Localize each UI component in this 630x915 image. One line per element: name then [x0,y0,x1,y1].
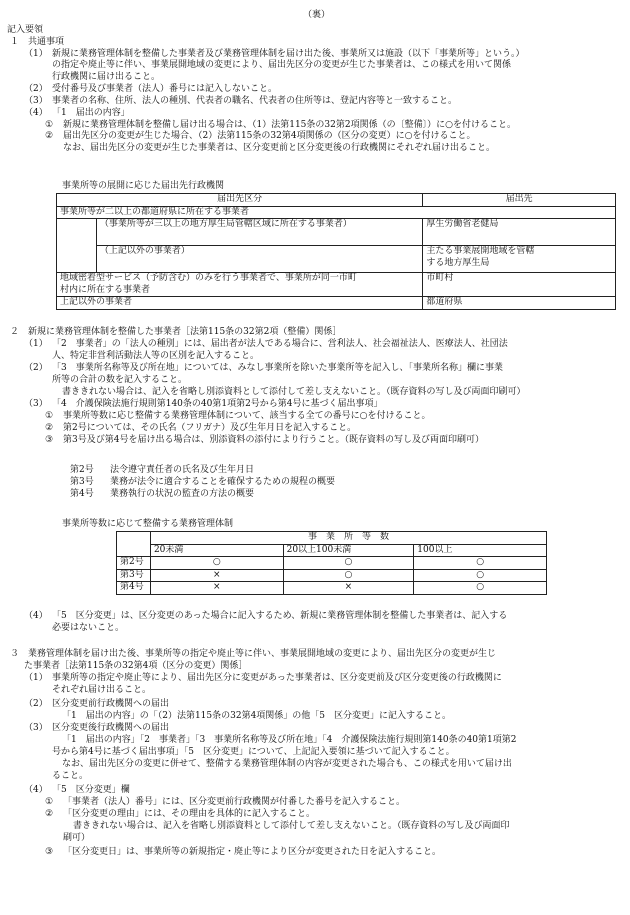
dest-table-header-category: 届出先区分 [57,194,423,207]
s3-p3-line3: 号から第4号に基づく届出事項」「5 区分変更」について、上記記入要領に基づいて記入すること。 [52,747,455,757]
s2-p3c: 第3号及び第4号を届け出る場合は、別添資料の添付により行うこと。（既存資料の写し及び両面印刷可） [63,435,484,445]
s2-p2-line3: 書ききれない場合は、記入を省略し別添資料として添付して差し支えないこと。（既存資料の写し及び両面印刷可） [62,387,526,397]
s3-p2-line1: 区分変更前行政機関への届出 [52,699,170,709]
s1-table-caption: 事業所等の展開に応じた届出先行政機関 [62,181,225,191]
section-3-heading-line1: ３ 業務管理体制を届け出た後、事業所等の指定や廃止等に伴い、事業展開地域の変更により、届出先区分の変更が生じ [10,649,497,659]
s1-p4: 「1 届出の内容」 [52,108,130,118]
s1-p4c: なお、届出先区分の変更が生じた事業者は、区分変更前と区分変更後の行政機関にそれぞれ届け出ること。 [63,143,496,153]
s1-p3: 事業者の名称、住所、法人の種別、代表者の職名、代表者の住所等は、登記内容等と一致すること。 [52,96,458,106]
system-table-cell: × [150,569,283,582]
s1-p4a-num: ① [45,120,54,130]
s2-p1-num: （1） [24,339,48,349]
system-table-col-1: 20未満 [150,544,283,557]
s2-item-2-no: 第2号 [70,465,94,475]
document-title: 記入要領 [7,25,44,35]
system-table-cell: × [150,582,283,595]
s1-p3-num: （3） [24,96,48,106]
s2-table-caption: 事業所等数に応じて整備する業務管理体制 [62,519,234,529]
s3-p3-line5: ること。 [52,771,89,781]
system-table-cell: ○ [283,557,414,570]
s2-p3: 「4 介護保険法施行規則第140条の40第1項第2号から第4号に基づく届出事項」 [52,399,383,409]
s2-item-3-no: 第3号 [70,477,94,487]
s2-p4-line2: 必要はないこと。 [52,623,125,633]
s3-p4b-line2: 書ききれない場合は、記入を省略し別添資料として添付して差し支えないこと。（既存資料の写し及び両面印 [73,821,510,831]
dest-table-row4-destination: 市町村 [423,273,616,297]
section-3-heading-line2: た事業者［法第115条の32第4項（区分の変更）関係］ [24,661,248,671]
s1-p2-num: （2） [24,84,48,94]
s3-p4-num: （4） [24,785,48,795]
s1-p4a: 新規に業務管理体制を整備し届け出る場合は、（1）法第115条の32第2項関係（の〔整備〕）に○を付けること。 [63,120,516,130]
s3-p3-line2: 「1 届出の内容」「2 事業者」「3 事業所名称等及び所在地」「4 介護保険法施行規則第140条の40第1項第2 [62,735,517,745]
s1-p4b-num: ② [45,131,54,141]
dest-table-row5-destination: 都道府県 [423,297,616,310]
s2-p4-num: （4） [24,611,48,621]
s2-p2-num: （2） [24,363,48,373]
section-1-heading: １ 共通事項 [10,37,65,47]
s1-p2: 受付番号及び事業者（法人）番号には記入しないこと。 [52,84,278,94]
system-table-col-3: 100以上 [414,544,547,557]
s2-p1-line2: 人、特定非営利活動法人等の区別を記入すること。 [52,351,260,361]
page-header: （裏） [303,10,331,20]
system-table-cell: ○ [150,557,283,570]
dest-table-header-destination: 届出先 [423,194,616,207]
s2-p3a-num: ① [45,411,54,421]
system-table-header: 事 業 所 等 数 [150,532,546,545]
s2-p3b: 第2号については、その氏名（フリガナ）及び生年月日を記入すること。 [63,423,357,433]
system-table-cell: × [283,582,414,595]
s3-p3-line4: なお、届出先区分の変更に併せて、整備する業務管理体制の内容が変更された場合も、この様式を用いて届け出 [62,759,512,769]
s3-p3-num: （3） [24,723,48,733]
s1-p1-line3: 行政機関に届け出ること。 [52,72,161,82]
s3-p1-num: （1） [24,673,48,683]
s1-p1-line1: 新規に業務管理体制を整備した事業者及び業務管理体制を届け出た後、事業所又は施設（以下「事業所等」という。） [52,49,525,59]
dest-table-row2-category: （事業所等が三以上の地方厚生局管轄区域に所在する事業者） [96,219,422,246]
s3-p4a-num: ① [45,797,54,807]
system-table-cell: ○ [414,557,547,570]
system-table-cell: ○ [283,569,414,582]
s2-item-2-text: 法令遵守責任者の氏名及び生年月日 [110,465,255,475]
s3-p4b-line3: 刷可） [63,833,91,843]
s2-p4-line1: 「5 区分変更」は、区分変更のあった場合に記入するため、新規に業務管理体制を整備した事業者は、記入する [52,611,508,621]
dest-table-row2-destination: 厚生労働省老健局 [423,219,616,246]
system-table-cell: ○ [414,569,547,582]
s3-p4c-num: ③ [45,847,54,857]
s3-p4b-num: ② [45,809,54,819]
dest-table-row4-category: 地域密着型サービス（予防含む）のみを行う事業者で、事業所が同一市町 村内に所在する事業者 [57,273,423,297]
s1-p1-num: （1） [24,49,48,59]
system-table-row-label: 第2号 [117,557,151,570]
s3-p4: 「5 区分変更」欄 [52,785,130,795]
s3-p2-line2: 「1 届出の内容」の「（2）法第115条の32第4項関係」の他「5 区分変更」に記入すること。 [62,711,452,721]
s2-p3c-num: ③ [45,435,54,445]
dest-table-row5-category: 上記以外の事業者 [57,297,423,310]
s2-p3b-num: ② [45,423,54,433]
s2-item-4-text: 業務執行の状況の監査の方法の概要 [110,489,255,499]
s3-p4c: 「区分変更日」は、事業所等の新規指定・廃止等により区分が変更された日を記入すること。 [63,847,442,857]
system-table-col-2: 20以上100未満 [283,544,414,557]
s3-p4b: 「区分変更の理由」には、その理由を具体的に記入すること。 [63,809,316,819]
s1-p4-num: （4） [24,108,48,118]
s2-item-4-no: 第4号 [70,489,94,499]
s2-p2-line1: 「3 事業所名称等及び所在地」については、みなし事業所を除いた事業所等を記入し、「事業所名称」欄に事業 [52,363,504,373]
dest-table-row1: 事業所等が二以上の都道府県に所在する事業者 [57,206,616,219]
s2-p1-line1: 「2 事業者」の「法人の種別」には、届出者が法人である場合に、営利法人、社会福祉法人、医療法人、社団法 [52,339,508,349]
system-table-row-label: 第3号 [117,569,151,582]
s1-p1-line2: の指定や廃止等に伴い、事業展開地域の変更により、届出先区分の変更が生じた事業者は、この様式を用いて関係 [52,60,512,70]
s3-p2-num: （2） [24,699,48,709]
system-table [116,531,547,595]
s2-item-3-text: 業務が法令に適合することを確保するための規程の概要 [110,477,336,487]
section-2-heading: ２ 新規に業務管理体制を整備した事業者［法第115条の32第2項（整備）関係］ [10,327,342,337]
s2-p3-num: （3） [24,399,48,409]
s3-p1-line2: それぞれ届け出ること。 [52,685,152,695]
dest-table-row3-destination: 主たる事業展開地域を管轄 する地方厚生局 [423,246,616,273]
s3-p3-line1: 区分変更後行政機関への届出 [52,723,170,733]
s2-p3a: 事業所等数に応じ整備する業務管理体制について、該当する全ての番号に○を付けること。 [63,411,431,421]
system-table-cell: ○ [414,582,547,595]
system-table-row-label: 第4号 [117,582,151,595]
s3-p4a: 「事業者（法人）番号」には、区分変更前行政機関が付番した番号を記入すること。 [63,797,406,807]
destination-table [56,193,616,310]
s3-p1-line1: 事業所等の指定や廃止等により、届出先区分に変更があった事業者は、区分変更前及び区分変更後の行政機関に [52,673,502,683]
s2-p2-line2: 所等の合計の数を記入すること。 [52,375,188,385]
s1-p4b: 届出先区分の変更が生じた場合、（2）法第115条の32第4項関係の（区分の変更）に○を付けること。 [63,131,476,141]
dest-table-row3-category: （上記以外の事業者） [96,246,422,273]
